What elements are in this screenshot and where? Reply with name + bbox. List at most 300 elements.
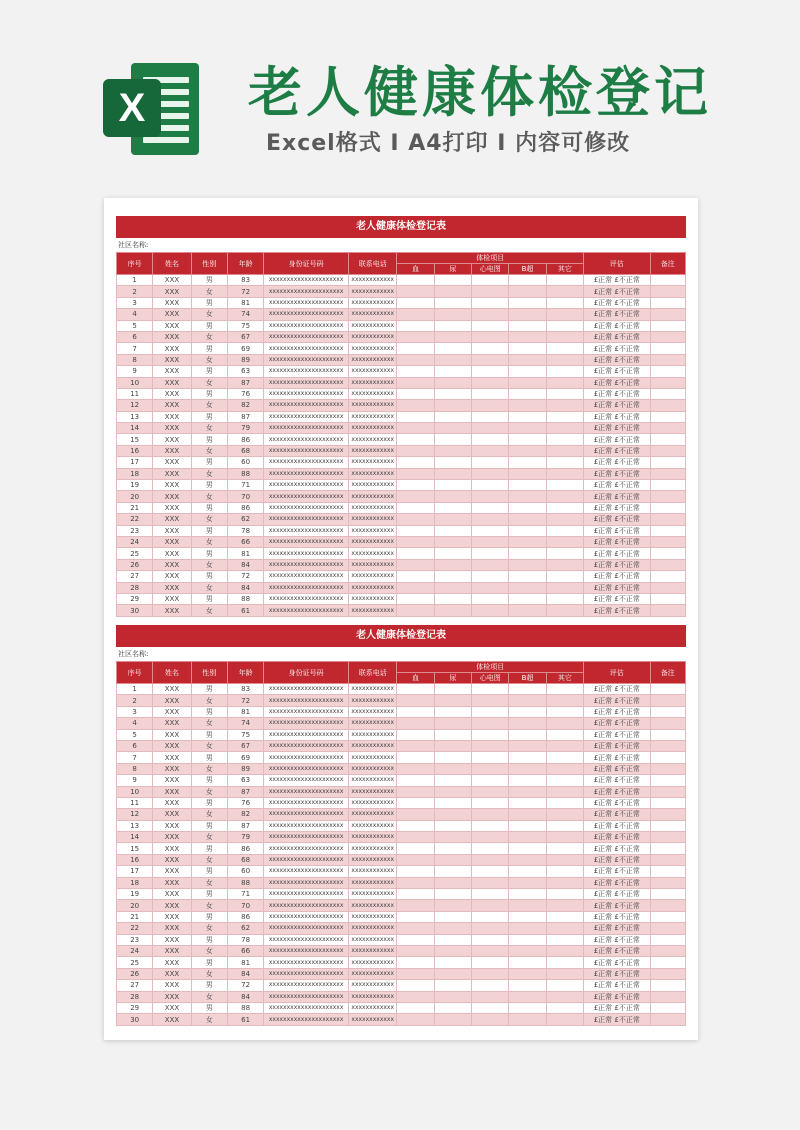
cell-urine [434, 286, 471, 297]
cell-id: xxxxxxxxxxxxxxxxxxxxx [264, 468, 349, 479]
cell-other [546, 388, 583, 399]
cell-other [546, 786, 583, 797]
cell-phone: xxxxxxxxxxxx [349, 593, 397, 604]
cell-remark [650, 706, 685, 717]
cell-no: 28 [117, 582, 153, 593]
table-row [117, 275, 686, 286]
cell-ecg [472, 1002, 509, 1013]
cell-urine [434, 900, 471, 911]
cell-no: 5 [117, 320, 153, 331]
cell-eval: £正常 £不正常 [584, 809, 651, 820]
cell-remark [650, 740, 685, 751]
cell-ecg [472, 877, 509, 888]
table-row [117, 286, 686, 297]
cell-bultrasound [509, 866, 546, 877]
cell-id: xxxxxxxxxxxxxxxxxxxxx [264, 718, 349, 729]
cell-age: 70 [227, 491, 263, 502]
cell-remark [650, 729, 685, 740]
cell-blood [397, 309, 434, 320]
header-exam-item: 心电图 [472, 673, 509, 684]
cell-bultrasound [509, 832, 546, 843]
cell-urine [434, 911, 471, 922]
cell-other [546, 809, 583, 820]
cell-blood [397, 934, 434, 945]
cell-age: 79 [227, 423, 263, 434]
cell-age: 89 [227, 763, 263, 774]
cell-id: xxxxxxxxxxxxxxxxxxxxx [264, 854, 349, 865]
cell-no: 9 [117, 775, 153, 786]
cell-gender: 男 [191, 320, 227, 331]
cell-phone: xxxxxxxxxxxx [349, 536, 397, 547]
cell-age: 75 [227, 729, 263, 740]
cell-blood [397, 331, 434, 342]
cell-phone: xxxxxxxxxxxx [349, 388, 397, 399]
cell-blood [397, 684, 434, 695]
cell-other [546, 889, 583, 900]
cell-blood [397, 866, 434, 877]
cell-no: 17 [117, 457, 153, 468]
page-subtitle: Excel格式 I A4打印 I 内容可修改 [266, 131, 631, 156]
cell-remark [650, 718, 685, 729]
cell-other [546, 980, 583, 991]
cell-bultrasound [509, 1014, 546, 1025]
cell-urine [434, 1002, 471, 1013]
cell-gender: 男 [191, 366, 227, 377]
cell-age: 71 [227, 889, 263, 900]
cell-name: XXX [153, 991, 191, 1002]
cell-eval: £正常 £不正常 [584, 1002, 651, 1013]
cell-id: xxxxxxxxxxxxxxxxxxxxx [264, 320, 349, 331]
cell-urine [434, 740, 471, 751]
cell-blood [397, 740, 434, 751]
cell-urine [434, 877, 471, 888]
cell-no: 23 [117, 934, 153, 945]
cell-other [546, 877, 583, 888]
cell-eval: £正常 £不正常 [584, 945, 651, 956]
cell-id: xxxxxxxxxxxxxxxxxxxxx [264, 980, 349, 991]
cell-id: xxxxxxxxxxxxxxxxxxxxx [264, 445, 349, 456]
cell-blood [397, 980, 434, 991]
cell-gender: 男 [191, 980, 227, 991]
cell-urine [434, 275, 471, 286]
cell-urine [434, 809, 471, 820]
cell-name: XXX [153, 605, 191, 616]
cell-gender: 女 [191, 468, 227, 479]
cell-bultrasound [509, 684, 546, 695]
cell-other [546, 752, 583, 763]
form-block-2 [116, 625, 686, 1026]
cell-blood [397, 729, 434, 740]
cell-age: 84 [227, 582, 263, 593]
cell-no: 28 [117, 991, 153, 1002]
cell-other [546, 286, 583, 297]
table-row [117, 525, 686, 536]
table-row [117, 1014, 686, 1025]
cell-gender: 男 [191, 388, 227, 399]
cell-ecg [472, 775, 509, 786]
cell-phone: xxxxxxxxxxxx [349, 980, 397, 991]
cell-remark [650, 297, 685, 308]
cell-eval: £正常 £不正常 [584, 411, 651, 422]
cell-remark [650, 571, 685, 582]
cell-eval: £正常 £不正常 [584, 331, 651, 342]
cell-phone: xxxxxxxxxxxx [349, 366, 397, 377]
cell-no: 11 [117, 797, 153, 808]
cell-age: 83 [227, 684, 263, 695]
cell-bultrasound [509, 718, 546, 729]
cell-phone: xxxxxxxxxxxx [349, 1014, 397, 1025]
cell-bultrasound [509, 752, 546, 763]
cell-no: 4 [117, 309, 153, 320]
cell-blood [397, 991, 434, 1002]
cell-name: XXX [153, 820, 191, 831]
cell-no: 1 [117, 275, 153, 286]
cell-name: XXX [153, 900, 191, 911]
cell-name: XXX [153, 559, 191, 570]
header-name: 姓名 [153, 662, 191, 684]
cell-blood [397, 423, 434, 434]
cell-age: 81 [227, 957, 263, 968]
cell-no: 9 [117, 366, 153, 377]
cell-bultrasound [509, 286, 546, 297]
cell-urine [434, 695, 471, 706]
cell-remark [650, 991, 685, 1002]
cell-no: 22 [117, 923, 153, 934]
cell-ecg [472, 411, 509, 422]
cell-eval: £正常 £不正常 [584, 911, 651, 922]
cell-urine [434, 945, 471, 956]
cell-blood [397, 854, 434, 865]
cell-blood [397, 605, 434, 616]
cell-remark [650, 400, 685, 411]
cell-blood [397, 923, 434, 934]
cell-remark [650, 434, 685, 445]
cell-eval: £正常 £不正常 [584, 434, 651, 445]
table-row [117, 411, 686, 422]
cell-no: 4 [117, 718, 153, 729]
cell-no: 27 [117, 571, 153, 582]
cell-no: 3 [117, 297, 153, 308]
cell-no: 20 [117, 491, 153, 502]
cell-eval: £正常 £不正常 [584, 877, 651, 888]
cell-id: xxxxxxxxxxxxxxxxxxxxx [264, 968, 349, 979]
cell-other [546, 400, 583, 411]
cell-id: xxxxxxxxxxxxxxxxxxxxx [264, 900, 349, 911]
cell-bultrasound [509, 354, 546, 365]
cell-remark [650, 605, 685, 616]
cell-no: 8 [117, 763, 153, 774]
cell-name: XXX [153, 729, 191, 740]
table-row [117, 423, 686, 434]
cell-ecg [472, 911, 509, 922]
cell-gender: 男 [191, 729, 227, 740]
cell-blood [397, 582, 434, 593]
cell-urine [434, 605, 471, 616]
cell-ecg [472, 366, 509, 377]
table-row [117, 491, 686, 502]
cell-no: 14 [117, 832, 153, 843]
cell-gender: 男 [191, 502, 227, 513]
cell-age: 86 [227, 843, 263, 854]
cell-urine [434, 797, 471, 808]
cell-phone: xxxxxxxxxxxx [349, 797, 397, 808]
cell-urine [434, 889, 471, 900]
cell-ecg [472, 843, 509, 854]
cell-bultrasound [509, 377, 546, 388]
cell-name: XXX [153, 854, 191, 865]
cell-other [546, 866, 583, 877]
cell-other [546, 366, 583, 377]
cell-remark [650, 331, 685, 342]
cell-remark [650, 468, 685, 479]
cell-bultrasound [509, 695, 546, 706]
cell-other [546, 820, 583, 831]
cell-ecg [472, 706, 509, 717]
cell-ecg [472, 945, 509, 956]
cell-blood [397, 695, 434, 706]
cell-blood [397, 445, 434, 456]
cell-other [546, 775, 583, 786]
cell-age: 74 [227, 309, 263, 320]
cell-id: xxxxxxxxxxxxxxxxxxxxx [264, 480, 349, 491]
cell-no: 17 [117, 866, 153, 877]
cell-remark [650, 502, 685, 513]
cell-id: xxxxxxxxxxxxxxxxxxxxx [264, 786, 349, 797]
cell-blood [397, 718, 434, 729]
cell-ecg [472, 525, 509, 536]
cell-gender: 女 [191, 400, 227, 411]
cell-phone: xxxxxxxxxxxx [349, 763, 397, 774]
cell-name: XXX [153, 571, 191, 582]
cell-age: 87 [227, 411, 263, 422]
cell-urine [434, 548, 471, 559]
cell-bultrasound [509, 706, 546, 717]
cell-urine [434, 752, 471, 763]
cell-name: XXX [153, 684, 191, 695]
cell-id: xxxxxxxxxxxxxxxxxxxxx [264, 957, 349, 968]
form-block-1 [116, 216, 686, 617]
cell-name: XXX [153, 809, 191, 820]
cell-no: 16 [117, 445, 153, 456]
cell-ecg [472, 605, 509, 616]
header-age: 年龄 [227, 662, 263, 684]
cell-eval: £正常 £不正常 [584, 797, 651, 808]
cell-age: 88 [227, 468, 263, 479]
header-id: 身份证号码 [264, 253, 349, 275]
cell-remark [650, 354, 685, 365]
cell-other [546, 525, 583, 536]
cell-urine [434, 480, 471, 491]
cell-phone: xxxxxxxxxxxx [349, 286, 397, 297]
cell-phone: xxxxxxxxxxxx [349, 457, 397, 468]
cell-gender: 男 [191, 548, 227, 559]
cell-no: 21 [117, 502, 153, 513]
cell-ecg [472, 377, 509, 388]
cell-ecg [472, 832, 509, 843]
cell-phone: xxxxxxxxxxxx [349, 445, 397, 456]
cell-name: XXX [153, 718, 191, 729]
cell-remark [650, 763, 685, 774]
cell-no: 16 [117, 854, 153, 865]
cell-blood [397, 502, 434, 513]
cell-bultrasound [509, 388, 546, 399]
cell-bultrasound [509, 502, 546, 513]
cell-bultrasound [509, 980, 546, 991]
cell-bultrasound [509, 400, 546, 411]
cell-no: 6 [117, 331, 153, 342]
cell-blood [397, 388, 434, 399]
cell-ecg [472, 400, 509, 411]
cell-bultrasound [509, 275, 546, 286]
cell-phone: xxxxxxxxxxxx [349, 809, 397, 820]
cell-ecg [472, 457, 509, 468]
cell-phone: xxxxxxxxxxxx [349, 343, 397, 354]
cell-eval: £正常 £不正常 [584, 457, 651, 468]
cell-bultrasound [509, 957, 546, 968]
cell-eval: £正常 £不正常 [584, 889, 651, 900]
cell-bultrasound [509, 797, 546, 808]
cell-id: xxxxxxxxxxxxxxxxxxxxx [264, 286, 349, 297]
cell-name: XXX [153, 695, 191, 706]
cell-urine [434, 934, 471, 945]
table-row [117, 832, 686, 843]
cell-gender: 女 [191, 877, 227, 888]
cell-age: 60 [227, 457, 263, 468]
cell-ecg [472, 491, 509, 502]
cell-age: 84 [227, 968, 263, 979]
cell-id: xxxxxxxxxxxxxxxxxxxxx [264, 491, 349, 502]
cell-bultrasound [509, 582, 546, 593]
table-row [117, 366, 686, 377]
cell-no: 29 [117, 593, 153, 604]
cell-remark [650, 286, 685, 297]
cell-urine [434, 832, 471, 843]
cell-eval: £正常 £不正常 [584, 752, 651, 763]
cell-name: XXX [153, 752, 191, 763]
cell-gender: 女 [191, 536, 227, 547]
cell-phone: xxxxxxxxxxxx [349, 377, 397, 388]
cell-gender: 女 [191, 354, 227, 365]
cell-bultrasound [509, 1002, 546, 1013]
cell-phone: xxxxxxxxxxxx [349, 866, 397, 877]
cell-phone: xxxxxxxxxxxx [349, 582, 397, 593]
header-gender: 性别 [191, 662, 227, 684]
cell-gender: 男 [191, 411, 227, 422]
cell-blood [397, 957, 434, 968]
cell-name: XXX [153, 877, 191, 888]
cell-ecg [472, 275, 509, 286]
cell-gender: 女 [191, 763, 227, 774]
cell-age: 87 [227, 377, 263, 388]
cell-bultrasound [509, 536, 546, 547]
cell-id: xxxxxxxxxxxxxxxxxxxxx [264, 343, 349, 354]
cell-age: 75 [227, 320, 263, 331]
cell-remark [650, 514, 685, 525]
cell-phone: xxxxxxxxxxxx [349, 832, 397, 843]
cell-bultrasound [509, 740, 546, 751]
cell-ecg [472, 331, 509, 342]
cell-remark [650, 786, 685, 797]
cell-id: xxxxxxxxxxxxxxxxxxxxx [264, 388, 349, 399]
banner [0, 0, 800, 190]
cell-phone: xxxxxxxxxxxx [349, 400, 397, 411]
cell-age: 88 [227, 877, 263, 888]
cell-gender: 女 [191, 968, 227, 979]
header-id: 身份证号码 [264, 662, 349, 684]
cell-blood [397, 536, 434, 547]
cell-other [546, 695, 583, 706]
cell-other [546, 297, 583, 308]
cell-remark [650, 343, 685, 354]
cell-urine [434, 980, 471, 991]
cell-gender: 男 [191, 889, 227, 900]
cell-gender: 女 [191, 491, 227, 502]
table-row [117, 866, 686, 877]
cell-other [546, 763, 583, 774]
table-row [117, 559, 686, 570]
cell-urine [434, 491, 471, 502]
cell-phone: xxxxxxxxxxxx [349, 957, 397, 968]
cell-phone: xxxxxxxxxxxx [349, 411, 397, 422]
cell-gender: 女 [191, 1014, 227, 1025]
cell-gender: 女 [191, 605, 227, 616]
cell-phone: xxxxxxxxxxxx [349, 571, 397, 582]
cell-id: xxxxxxxxxxxxxxxxxxxxx [264, 536, 349, 547]
table-row [117, 502, 686, 513]
cell-age: 67 [227, 740, 263, 751]
cell-name: XXX [153, 536, 191, 547]
cell-age: 87 [227, 820, 263, 831]
cell-id: xxxxxxxxxxxxxxxxxxxxx [264, 740, 349, 751]
cell-phone: xxxxxxxxxxxx [349, 275, 397, 286]
cell-gender: 男 [191, 820, 227, 831]
cell-blood [397, 706, 434, 717]
cell-phone: xxxxxxxxxxxx [349, 775, 397, 786]
cell-phone: xxxxxxxxxxxx [349, 605, 397, 616]
cell-name: XXX [153, 457, 191, 468]
cell-urine [434, 423, 471, 434]
cell-age: 60 [227, 866, 263, 877]
cell-no: 29 [117, 1002, 153, 1013]
cell-gender: 女 [191, 423, 227, 434]
cell-bultrasound [509, 343, 546, 354]
cell-no: 1 [117, 684, 153, 695]
cell-gender: 男 [191, 684, 227, 695]
cell-gender: 女 [191, 786, 227, 797]
cell-id: xxxxxxxxxxxxxxxxxxxxx [264, 832, 349, 843]
cell-eval: £正常 £不正常 [584, 763, 651, 774]
table-row [117, 934, 686, 945]
cell-other [546, 548, 583, 559]
cell-id: xxxxxxxxxxxxxxxxxxxxx [264, 411, 349, 422]
cell-no: 12 [117, 809, 153, 820]
cell-urine [434, 582, 471, 593]
cell-age: 62 [227, 514, 263, 525]
cell-gender: 女 [191, 309, 227, 320]
cell-ecg [472, 468, 509, 479]
cell-ecg [472, 820, 509, 831]
cell-other [546, 491, 583, 502]
cell-id: xxxxxxxxxxxxxxxxxxxxx [264, 797, 349, 808]
cell-blood [397, 434, 434, 445]
cell-name: XXX [153, 843, 191, 854]
cell-gender: 女 [191, 331, 227, 342]
cell-gender: 女 [191, 854, 227, 865]
cell-no: 15 [117, 434, 153, 445]
cell-urine [434, 366, 471, 377]
cell-ecg [472, 729, 509, 740]
cell-phone: xxxxxxxxxxxx [349, 889, 397, 900]
